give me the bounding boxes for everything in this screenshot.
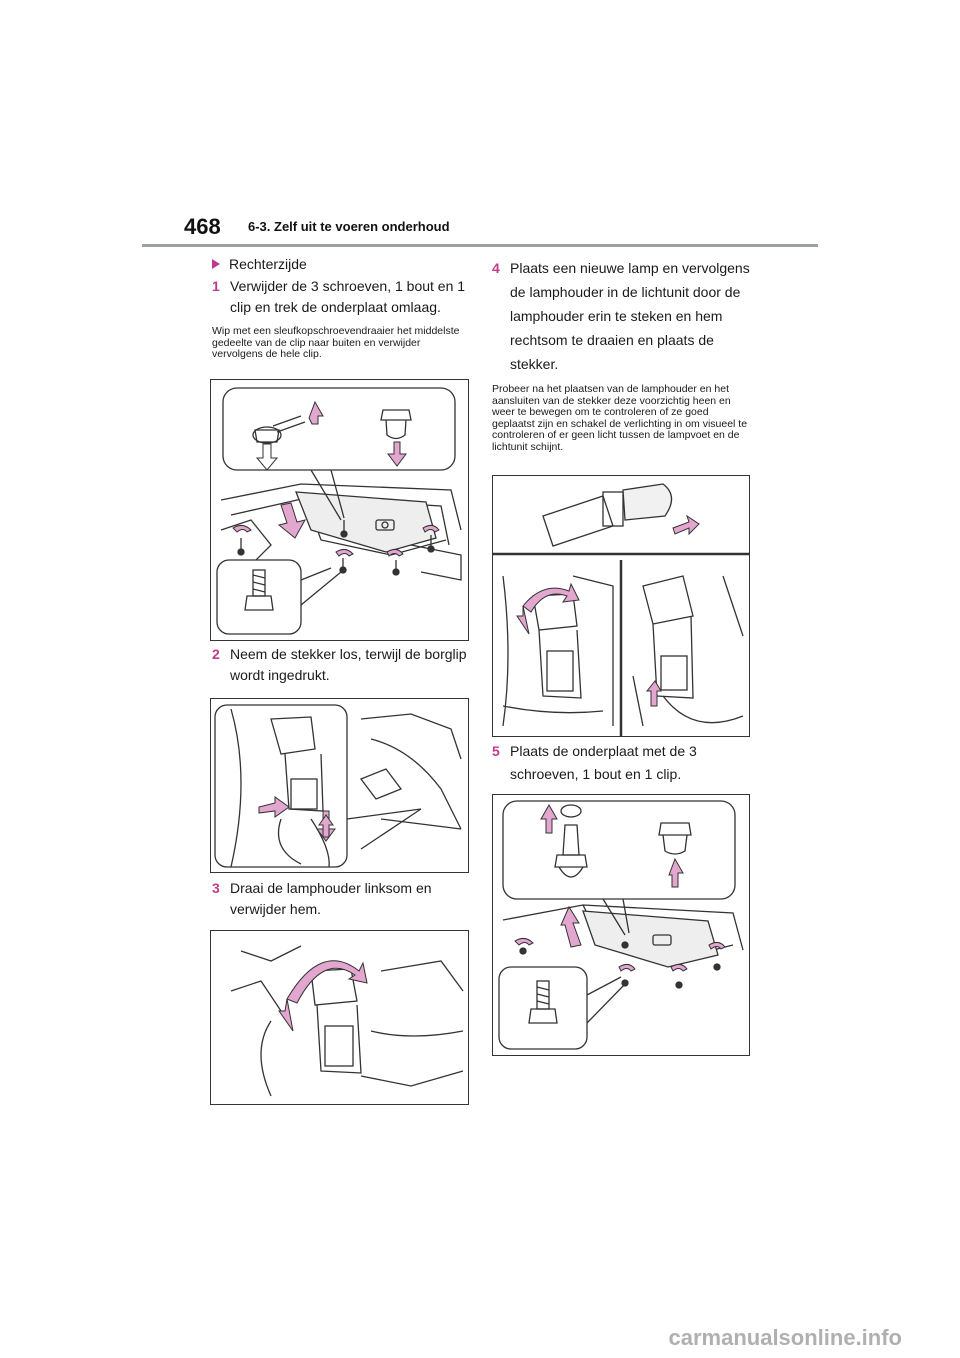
- step-text: Plaats een nieuwe lamp en vervolgens de lamphouder in de lichtunit door de lamphouder erin te steken en hem rechtsom te draaien en plaats de stekker.: [510, 260, 750, 372]
- figure-connector-disconnect: [210, 698, 469, 873]
- side-heading: [212, 256, 470, 272]
- step-number: 3: [212, 880, 220, 896]
- side-heading-label: Rechterzijde: [229, 256, 307, 272]
- figure-lampholder-rotate: [210, 930, 469, 1105]
- figure-underplate-removal: [210, 379, 469, 641]
- step-5-block: [492, 740, 752, 786]
- step-3-block: [212, 878, 470, 920]
- step-1: [212, 276, 470, 318]
- step-2: [212, 644, 470, 686]
- note-4: Probeer na het plaatsen van de lamphouder en het aansluiten van de stekker deze voorzichtig heen en weer te bewegen om te controleren of ze goed geplaatst zijn en schakel de verlichting in om visueel te controleren of er geen licht tussen de lampvoet en de lichtunit schijnt.: [492, 383, 748, 453]
- step-number: 1: [212, 278, 220, 294]
- step-number: 2: [212, 646, 220, 662]
- section-title: 6-3. Zelf uit te voeren onderhoud: [248, 219, 450, 234]
- page-number: 468: [184, 214, 221, 239]
- step-text: Neem de stekker los, terwijl de borglip wordt ingedrukt.: [230, 646, 467, 683]
- right-column: [492, 256, 752, 453]
- step-number: 4: [492, 260, 500, 276]
- header-rule: [142, 244, 818, 247]
- note-1: Wip met een sleufkopschroevendraaier het middelste gedeelte van de clip naar buiten en verwijder vervolgens de hele clip.: [212, 325, 460, 360]
- figure-lamp-install: [492, 475, 750, 737]
- step-text: Plaats de onderplaat met de 3 schroeven, 1 bout en 1 clip.: [510, 743, 697, 782]
- watermark: carmanualsonline.info: [668, 1325, 902, 1350]
- left-column: [212, 256, 470, 361]
- step-text: Verwijder de 3 schroeven, 1 bout en 1 clip en trek de onderplaat omlaag.: [230, 278, 466, 315]
- step-number: 5: [492, 743, 500, 759]
- figure-underplate-install: [492, 794, 750, 1056]
- triangle-bullet-icon: [212, 259, 220, 269]
- step-2-block: [212, 644, 470, 686]
- step-4: [492, 256, 752, 376]
- step-3: [212, 878, 470, 920]
- step-text: Draai de lamphouder linksom en verwijder hem.: [230, 880, 432, 917]
- step-5: [492, 740, 752, 786]
